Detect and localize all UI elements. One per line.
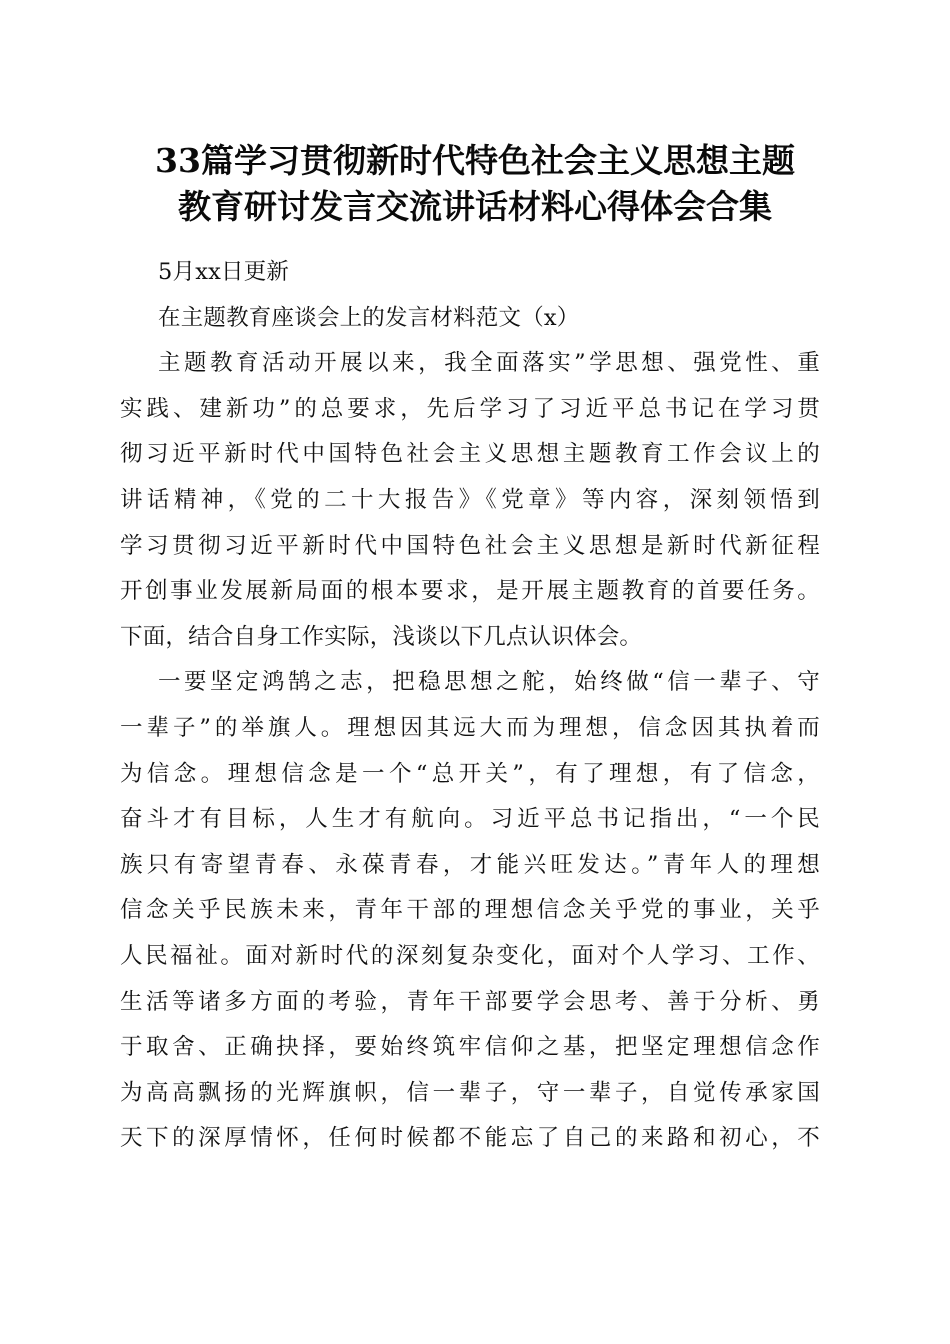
paragraph-1-line: 开创事业发展新局面的根本要求，是开展主题教育的首要任务。	[120, 578, 820, 605]
paragraph-1-line: 下面，结合自身工作实际，浅谈以下几点认识体会。	[120, 623, 643, 650]
title-line-1: 33篇学习贯彻新时代特色社会主义思想主题	[155, 141, 795, 180]
title-line-2: 教育研讨发言交流讲话材料心得体会合集	[178, 187, 772, 226]
paragraph-1-line: 彻习近平新时代中国特色社会主义思想主题教育工作会议上的	[120, 441, 820, 468]
paragraph-2-line: 天下的深厚情怀，任何时候都不能忘了自己的来路和初心，不	[120, 1125, 820, 1152]
update-note: 5月xx日更新	[158, 259, 290, 285]
paragraph-2-line: 一要坚定鸿鹄之志，把稳思想之舵，始终做“信一辈子、守	[158, 669, 820, 696]
paragraph-2-line: 人民福祉。面对新时代的深刻复杂变化，面对个人学习、工作、	[120, 942, 820, 969]
paragraph-2-line: 一辈子”的举旗人。理想因其远大而为理想，信念因其执着而	[120, 714, 820, 741]
paragraph-2-line: 信念关乎民族未来，青年干部的理想信念关乎党的事业，关乎	[120, 897, 820, 924]
paragraph-2-line: 生活等诸多方面的考验，青年干部要学会思考、善于分析、勇	[120, 988, 820, 1015]
paragraph-1-line: 学习贯彻习近平新时代中国特色社会主义思想是新时代新征程	[120, 532, 820, 559]
paragraph-1-line: 实践、建新功”的总要求，先后学习了习近平总书记在学习贯	[120, 395, 820, 422]
document-title	[100, 138, 850, 230]
paragraph-1-line: 主题教育活动开展以来，我全面落实”学思想、强党性、重	[158, 350, 820, 377]
paragraph-2-line: 于取舍、正确抉择，要始终筑牢信仰之基，把坚定理想信念作	[120, 1034, 820, 1061]
paragraph-2-line: 族只有寄望青春、永葆青春，才能兴旺发达。”青年人的理想	[120, 851, 820, 878]
article-heading: 在主题教育座谈会上的发言材料范文（x）	[158, 304, 580, 331]
document-body	[120, 250, 840, 1162]
paragraph-2-line: 奋斗才有目标，人生才有航向。习近平总书记指出，“一个民	[120, 806, 820, 833]
paragraph-2-line: 为信念。理想信念是一个“总开关”，有了理想，有了信念，	[120, 760, 820, 787]
paragraph-1-line: 讲话精神，《党的二十大报告》《党章》等内容，深刻领悟到	[120, 486, 820, 513]
paragraph-2-line: 为高高飘扬的光辉旗帜，信一辈子，守一辈子，自觉传承家国	[120, 1079, 820, 1106]
